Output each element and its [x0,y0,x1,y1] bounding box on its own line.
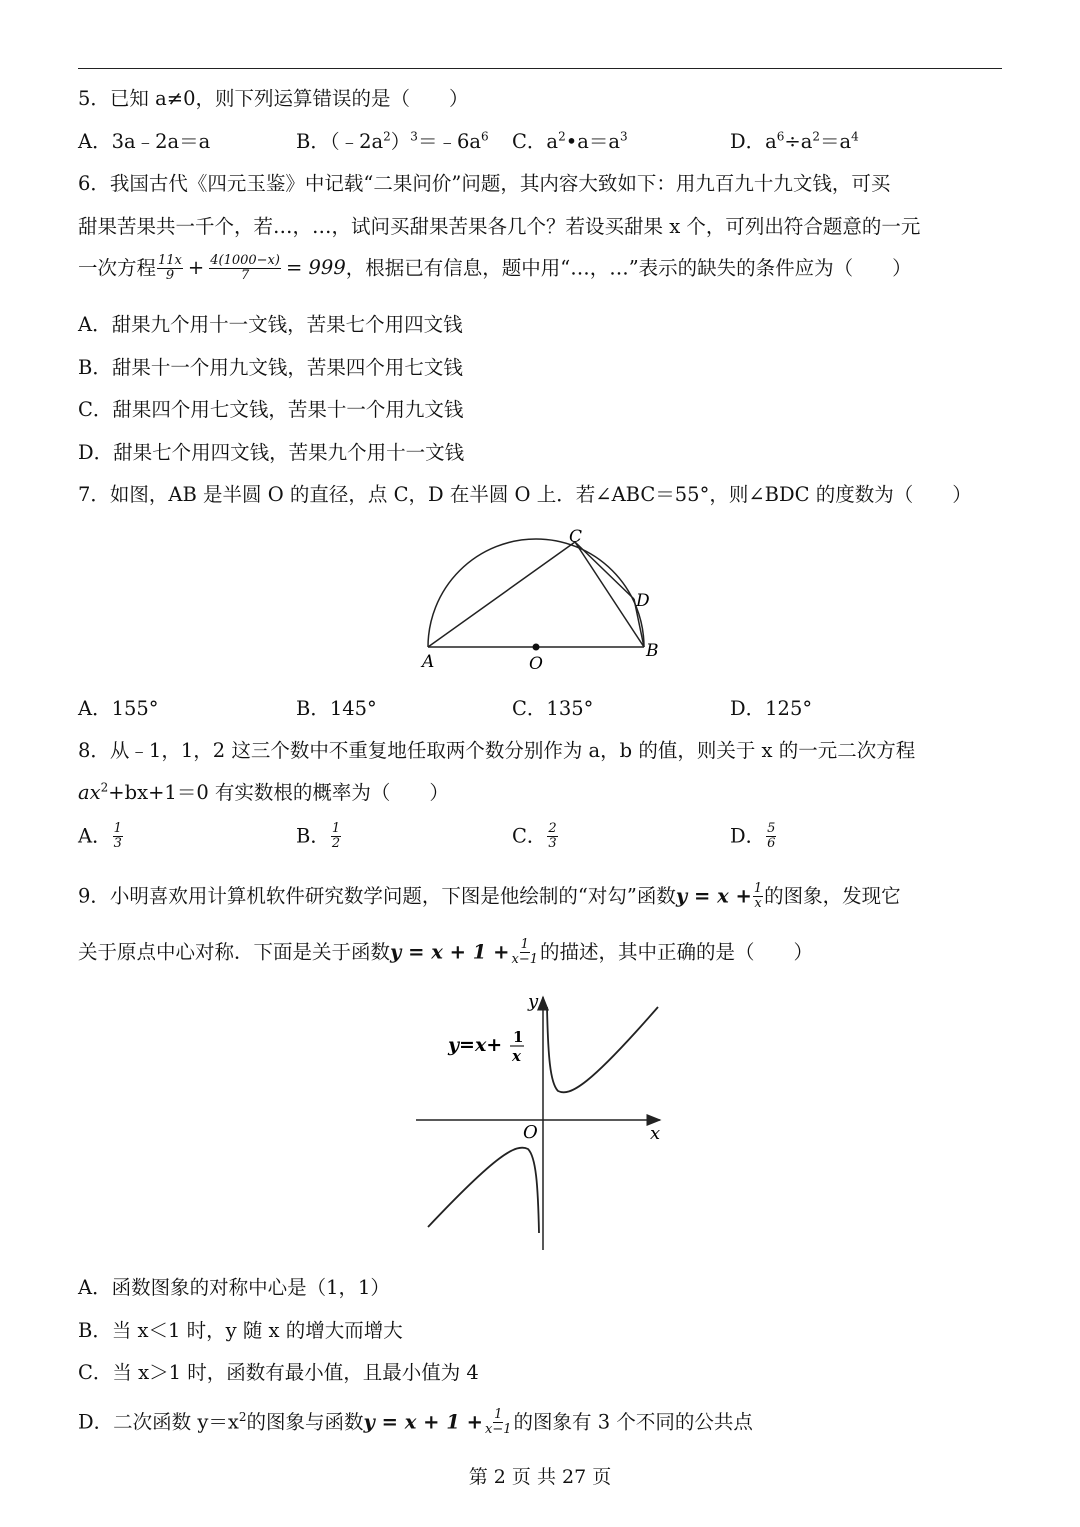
q8-option-b [296,822,342,852]
q5-option-d-exp6: 6 [776,129,785,144]
q9-option-d [78,1408,753,1438]
q5-option-b-post: ＝﹣6a [417,130,481,153]
q7-label-d: D [636,591,650,611]
q5-option-c-text1: a [546,130,559,153]
q9-x-axis-label: x [650,1123,661,1144]
q5-option-d-label: D． [730,130,766,153]
q9-option-d-numerator: 1 [494,1407,503,1422]
header-rule [78,68,1002,69]
q9-origin-label: O [523,1122,538,1143]
q5-option-d-text2: ÷a [784,130,813,153]
q8-stem-line1: 8．从﹣1，1，2 这三个数中不重复地任取两个数分别作为 a，b 的值，则关于 x 的一元二次方程 [78,739,916,762]
q8-option-a [78,822,124,852]
q9-option-d-post: 的图象有 3 个不同的公共点 [513,1410,753,1434]
q8-stem-line2-a: ax [78,781,101,804]
q5-option-b-exp6: 6 [480,129,489,144]
q8-option-b-label: B． [296,824,330,848]
page-footer: 第 2 页 共 27 页 [468,1466,612,1488]
q9-option-d-function: y = x + 1 + [363,1410,484,1434]
q6-stem-line3 [78,254,912,284]
q9-option-c: C．当 x＞1 时，函数有最小值，且最小值为 4 [78,1361,479,1384]
q8-option-d-denominator: 6 [767,836,776,852]
q5-option-d [730,130,859,153]
q5-option-c [512,130,628,153]
q9-y-axis-label: y [528,991,539,1012]
q8-option-b-numerator: 1 [331,821,341,836]
q9-stem-line1-numerator: 1 [753,881,763,896]
q9-option-b: B．当 x＜1 时，y 随 x 的增大而增大 [78,1319,403,1342]
q8-option-a-denominator: 3 [113,836,122,852]
q5-option-b-label: B． [296,130,330,153]
q9-curve-upper-branch [547,1007,658,1092]
q6-equation-rhs: = 999 [285,256,346,280]
q9-curve-lower-branch [428,1148,539,1233]
q7-chord-ac [428,542,575,647]
q5-option-b [296,130,489,153]
q8-option-c [512,822,559,852]
q7-label-b: B [646,641,659,661]
q9-stem-line2-post: 的描述，其中正确的是（ ） [540,940,814,964]
q6-stem-line3-post: ，根据已有信息，题中用“…，…”表示的缺失的条件应为（ ） [345,256,912,280]
q7-option-c: C．135° [512,697,594,720]
q9-option-d-pre: D．二次函数 y＝x [78,1410,239,1434]
q6-fraction-2 [209,254,281,284]
q5-option-d-exp4: 4 [851,129,859,144]
q9-stem-line2-function: y = x + 1 + [390,940,510,964]
q9-graph-label: y=x+ [448,1034,503,1056]
q7-option-d: D．125° [730,697,813,720]
q9-stem-line2-fraction [511,938,540,968]
q5-option-c-text2: •a＝a [565,130,620,153]
q5-option-d-text3: ＝a [820,130,852,153]
q5-stem: 5．已知 a≠0，则下列运算错误的是（ ） [78,87,469,110]
q9-stem-line1-denominator: x [754,896,762,912]
q5-option-b-exp2: 2 [383,129,391,144]
q9-option-d-fraction [484,1408,513,1438]
q8-option-d-fraction [766,822,776,852]
q6-fraction-1-denominator: 9 [165,268,175,284]
q5-option-a-text: 3a﹣2a＝a [111,130,211,153]
q6-stem-line1: 6．我国古代《四元玉鉴》中记载“二果问价”问题，其内容大致如下：用九百九十九文钱，可买 [78,172,891,195]
q9-stem-line1 [78,882,901,912]
q7-option-b: B．145° [296,697,377,720]
q6-option-a: A．甜果九个用十一文钱，苦果七个用四文钱 [78,313,463,336]
q7-label-a: A [422,652,435,672]
q5-option-c-exp2: 2 [558,129,566,144]
q5-option-a-label: A． [78,130,112,153]
q8-option-b-fraction [331,822,341,852]
q9-stem-line2 [78,938,813,968]
q7-label-c: C [569,527,583,547]
q7-semicircle-arc [428,539,644,647]
q9-graph-label-denominator: x [512,1047,521,1065]
q9-stem-line1-function: y = x + [675,884,752,908]
q7-chord-cd [575,542,634,599]
q8-option-c-denominator: 3 [548,836,557,852]
q6-option-c: C．甜果四个用七文钱，苦果十一个用九文钱 [78,398,464,421]
q5-option-d-text1: a [765,130,777,153]
q9-stem-line2-numerator: 1 [520,937,529,952]
q9-stem-line1-fraction [753,882,763,912]
q5-option-d-exp2: 2 [812,129,821,144]
q9-stem-line2-pre: 关于原点中心对称．下面是关于函数 [78,940,391,964]
q7-center-dot [533,644,540,651]
q9-option-d-mid: 的图象与函数 [246,1410,364,1434]
q7-chord-cb [575,542,644,647]
q6-option-d: D．甜果七个用四文钱，苦果九个用十一文钱 [78,441,465,464]
q8-stem-line2 [78,781,449,804]
q8-option-d [730,822,777,852]
q6-fraction-2-numerator: 4(1000−x) [210,253,280,268]
q5-option-b-pre: （﹣2a [329,130,384,153]
q6-fraction-2-denominator: 7 [240,268,250,284]
q5-option-a [78,130,210,153]
q5-option-c-label: C． [512,130,547,153]
q8-option-a-numerator: 1 [113,821,122,836]
q6-option-b: B．甜果十一个用九文钱，苦果四个用七文钱 [78,356,463,379]
q7-semicircle-figure [410,520,680,680]
q8-stem-line2-b: +bx+1＝0 有实数根的概率为（ ） [108,781,449,804]
q9-stem-line1-pre: 9．小明喜欢用计算机软件研究数学问题，下图是他绘制的“对勾”函数 [78,884,676,908]
q8-stem-line2-exp: 2 [100,780,109,795]
q8-option-a-fraction [113,822,123,852]
q8-option-c-fraction [547,822,557,852]
q6-fraction-1-numerator: 11x [158,253,182,268]
q7-stem: 7．如图，AB 是半圆 O 的直径，点 C，D 在半圆 O 上．若∠ABC＝55°，则∠BDC 的度数为（ ） [78,483,972,506]
q8-option-d-numerator: 5 [767,821,776,836]
q9-option-d-denominator: x−1 [485,1422,512,1438]
q6-stem-line2: 甜果苦果共一千个，若…，…，试问买甜果苦果各几个？若设买甜果 x 个，可列出符合题意的一元 [78,215,921,238]
q9-option-d-exp: 2 [238,1409,247,1424]
q8-option-a-label: A． [78,824,112,848]
q9-stem-line2-denominator: x−1 [511,952,539,968]
q9-option-a: A．函数图象的对称中心是（1，1） [78,1276,390,1299]
q6-plus-sign: + [187,256,205,280]
q5-option-c-exp3: 3 [619,129,628,144]
q8-option-c-label: C． [512,824,547,848]
q9-stem-line1-post: 的图象，发现它 [764,884,901,908]
q9-graph-label-numerator: 1 [513,1028,524,1046]
q6-stem-line3-pre: 一次方程 [78,256,157,280]
q7-option-a: A．155° [78,697,159,720]
q5-option-b-mid: ） [390,130,411,153]
q5-option-b-exp3: 3 [410,129,418,144]
q8-option-c-numerator: 2 [548,821,557,836]
q8-option-d-label: D． [730,824,766,848]
q8-option-b-denominator: 2 [331,836,341,852]
q9-function-graph [410,985,670,1257]
q6-fraction-1 [157,254,183,284]
q7-label-o: O [529,654,543,674]
